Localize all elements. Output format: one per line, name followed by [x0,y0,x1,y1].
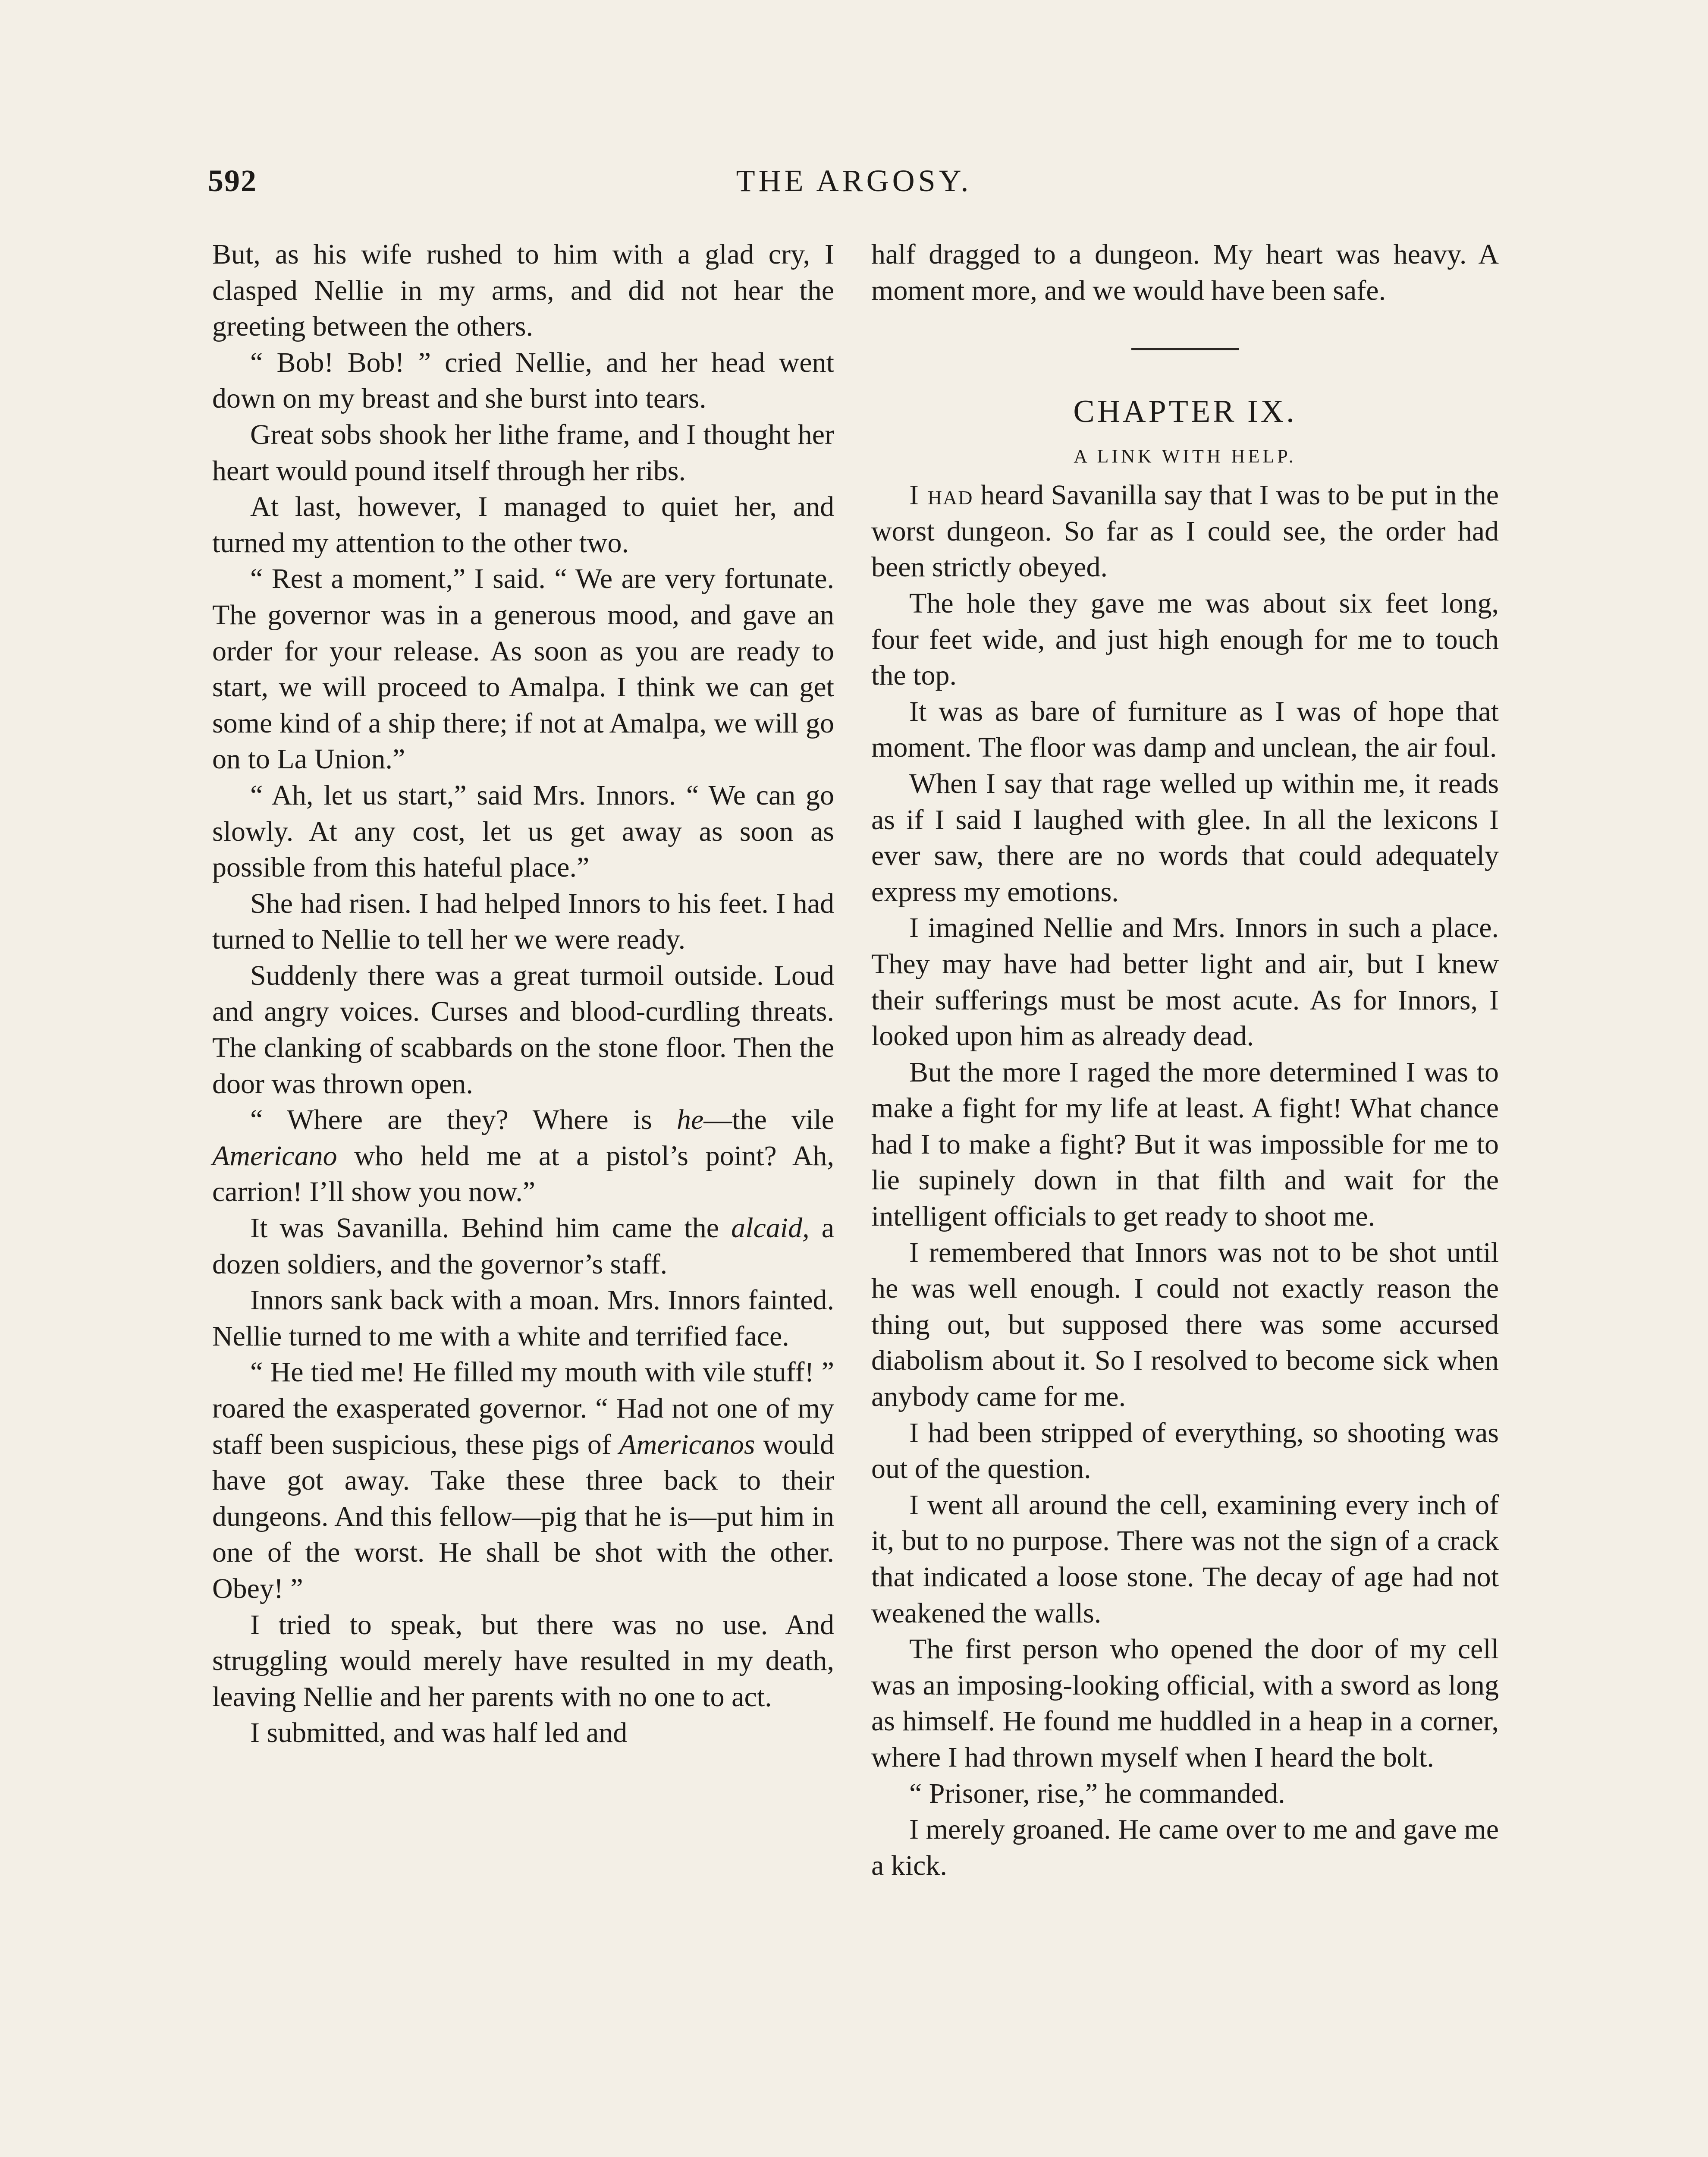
right-column [871,236,1499,1883]
emphasis: alcaid, [731,1212,810,1244]
paragraph: I had been stripped of everything, so shooting was out of the question. [871,1417,1499,1485]
text-run: “ He tied me! He filled my mouth with vile stuff! ” roared the exasperated governor. “ Had not one of my staff been suspicious, these pigs of [212,1356,834,1460]
running-head: THE ARGOSY. [736,164,972,198]
text-run: It was Savanilla. Behind him came the [250,1212,732,1244]
paragraph [871,477,1499,585]
text-run: heard Savanilla say that I was to be put in the worst dungeon. So far as I could see, the order had been strictly obeyed. [871,479,1499,583]
paragraph: I merely groaned. He came over to me and gave me a kick. [871,1814,1499,1881]
paragraph: I went all around the cell, examining every inch of it, but to no purpose. There was not the sign of a crack that indicated a loose stone. The decay of age had not weakened the walls. [871,1489,1499,1629]
emphasis: Americanos [619,1428,755,1460]
paragraph: Innors sank back with a moan. Mrs. Innors fainted. Nellie turned to me with a white and terrified face. [212,1284,834,1352]
paragraph: But, as his wife rushed to him with a glad cry, I clasped Nellie in my arms, and did not hear the greeting between the others. [212,239,834,343]
emphasis: Americano [212,1140,337,1172]
section-divider [1131,348,1239,350]
paragraph: It was as bare of furniture as I was of hope that moment. The floor was damp and unclean, the air foul. [871,695,1499,764]
paragraph: But the more I raged the more determined I was to make a fight for my life at least. A fight! What chance had I to make a fight? But it was impossible for me to lie supinely down in that filth and wait for the intelligent officials to get ready to shoot me. [871,1056,1499,1233]
text-run: a dozen soldiers, and the governor’s staff. [212,1212,834,1280]
drop-lead: I had [909,479,973,511]
text-run: would have got away. Take these three back to their dungeons. And this fellow—pig that he is—put him in one of the worst. He shall be shot with the other. Obey! ” [212,1428,834,1604]
paragraph: At last, however, I managed to quiet her, and turned my attention to the other two. [212,491,834,559]
paragraph: I submitted, and was half led and [250,1717,628,1749]
chapter-title: CHAPTER IX. [1073,394,1297,430]
paragraph: I remembered that Innors was not to be shot until he was well enough. I could not exactly reason the thing out, but supposed there was some accursed diabolism about it. So I resolved to become sick when anybody came for me. [871,1236,1499,1413]
chapter-subtitle: A LINK WITH HELP. [1074,446,1297,467]
paragraph: “ Ah, let us start,” said Mrs. Innors. “ We can go slowly. At any cost, let us get away as soon as possible from this hateful place.” [212,779,834,884]
paragraph: I tried to speak, but there was no use. And struggling would merely have resulted in my death, leaving Nellie and her parents with no one to act. [212,1609,834,1713]
text-run: —the vile [703,1104,834,1136]
paragraph: I imagined Nellie and Mrs. Innors in such a place. They may have had better light and air, but I knew their sufferings must be most acute. As for Innors, I looked upon him as already dead. [871,912,1499,1052]
emphasis: he [676,1104,704,1136]
text-run: “ Where are they? Where is [250,1104,677,1136]
paragraph: She had risen. I had helped Innors to his feet. I had turned to Nellie to tell her we were ready. [212,887,834,956]
text-run: who held me at a pistol’s point? Ah, carrion! I’ll show you now.” [212,1140,834,1208]
paragraph [212,1354,834,1607]
paragraph: Suddenly there was a great turmoil outside. Loud and angry voices. Curses and blood-curdling threats. The clanking of scabbards on the stone floor. Then the door was thrown open. [212,959,834,1100]
left-column [212,236,834,1751]
paragraph: “ Rest a moment,” I said. “ We are very fortunate. The governor was in a generous mood, and gave an order for your release. As soon as you are ready to start, we will proceed to Amalpa. I think we can get some kind of a ship there; if not at Amalpa, we will go on to La Union.” [212,563,834,775]
paragraph: Great sobs shook her lithe frame, and I thought her heart would pound itself through her ribs. [212,418,834,487]
page-number: 592 [208,164,257,198]
paragraph [212,1102,834,1210]
paragraph [212,1210,834,1282]
paragraph: The first person who opened the door of my cell was an imposing-looking official, with a sword as long as himself. He found me huddled in a heap in a corner, where I had thrown myself when I heard the bolt. [871,1633,1499,1773]
paragraph: When I say that rage welled up within me, it reads as if I said I laughed with glee. In all the lexicons I ever saw, there are no words that could adequately express my emotions. [871,767,1499,908]
paragraph: half dragged to a dungeon. My heart was heavy. A moment more, and we would have been safe. [871,239,1499,306]
paragraph: “ Bob! Bob! ” cried Nellie, and her head went down on my breast and she burst into tears. [212,346,834,415]
paragraph: The hole they gave me was about six feet long, four feet wide, and just high enough for me to touch the top. [871,587,1499,692]
paragraph: “ Prisoner, rise,” he commanded. [909,1777,1285,1809]
